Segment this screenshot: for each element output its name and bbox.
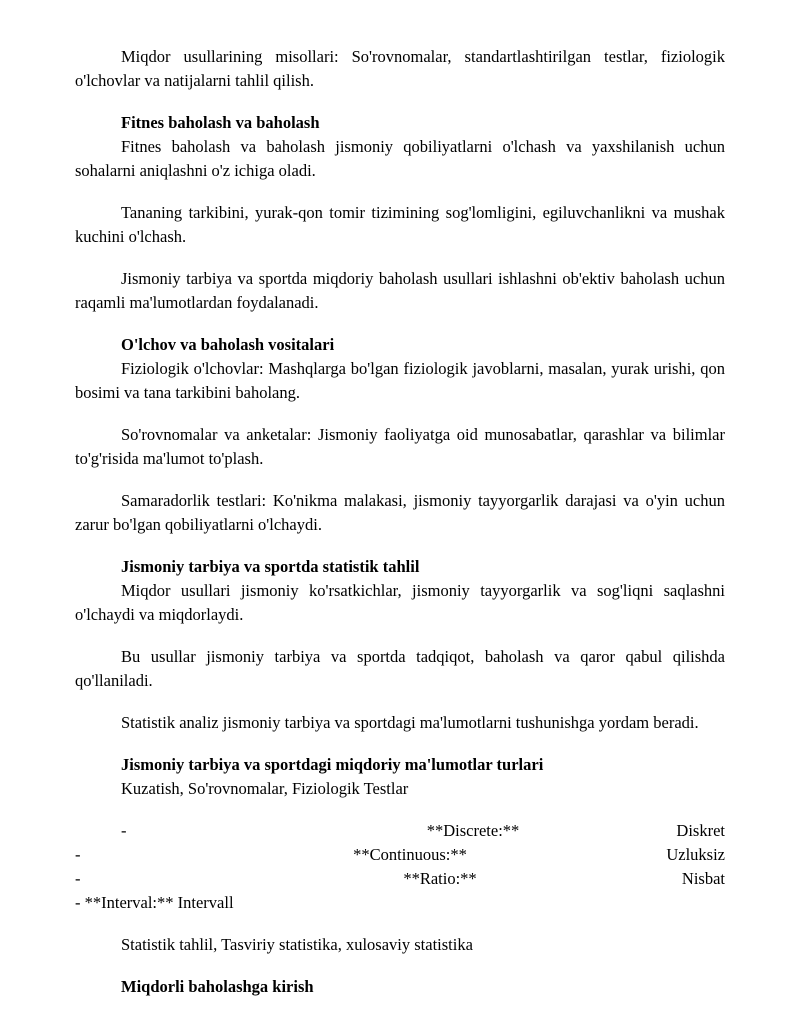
row-dash: - [121, 821, 127, 840]
heading-measurement-tools: O'lchov va baholash vositalari [121, 335, 335, 354]
paragraph-tools-3: Samaradorlik testlari: Ko'nikma malakasi, jismoniy tayyorgarlik darajasi va o'yin uchun zarur bo'lgan qobiliyatlarni o'lchaydi. [75, 491, 725, 534]
paragraph-stats-1: Miqdor usullari jismoniy ko'rsatkichlar, jismoniy tayyorgarlik va sog'liqni saqlashni o'lchaydi va miqdorlaydi. [75, 581, 725, 624]
data-type-row-continuous [75, 843, 725, 867]
row-term: **Ratio:** [403, 869, 477, 888]
paragraph-tools-1: Fiziologik o'lchovlar: Mashqlarga bo'lgan fiziologik javoblarni, masalan, yurak urishi, qon bosimi va tana tarkibini baholang. [75, 359, 725, 402]
paragraph-fitness-2: Tananing tarkibini, yurak-qon tomir tizimining sog'lomligini, egiluvchanlikni va mushak kuchini o'lchash. [75, 203, 725, 246]
row-translation: Uzluksiz [666, 845, 725, 864]
paragraph-statistics-kinds: Statistik tahlil, Tasviriy statistika, xulosaviy statistika [121, 935, 473, 954]
paragraph-stats-3: Statistik analiz jismoniy tarbiya va sportdagi ma'lumotlarni tushunishga yordam beradi. [121, 713, 699, 732]
paragraph-fitness-3: Jismoniy tarbiya va sportda miqdoriy baholash usullari ishlashni ob'ektiv baholash uchun raqamli ma'lumotlardan foydalanadi. [75, 269, 725, 312]
paragraph-data-sources: Kuzatish, So'rovnomalar, Fiziologik Testlar [121, 779, 409, 798]
row-translation: Nisbat [681, 869, 725, 888]
data-type-row-discrete [75, 819, 725, 843]
row-term: **Discrete:** [426, 821, 520, 840]
row-translation: Diskret [676, 821, 725, 840]
row-dash: - [75, 869, 81, 888]
paragraph-fitness-1: Fitnes baholash va baholash jismoniy qobiliyatlarni o'lchash va yaxshilanish uchun sohalarni aniqlashni o'z ichiga oladi. [75, 137, 725, 180]
heading-statistical-analysis: Jismoniy tarbiya va sportda statistik tahlil [121, 557, 420, 576]
heading-intro-quantitative: Miqdorli baholashga kirish [121, 977, 314, 996]
data-type-row-interval: - **Interval:** Intervall [75, 893, 234, 912]
paragraph-tools-2: So'rovnomalar va anketalar: Jismoniy faoliyatga oid munosabatlar, qarashlar va bilimlar to'g'risida ma'lumot to'plash. [75, 425, 725, 468]
heading-data-types: Jismoniy tarbiya va sportdagi miqdoriy ma'lumotlar turlari [121, 755, 544, 774]
data-type-row-ratio [75, 867, 725, 891]
row-term: **Continuous:** [353, 845, 467, 864]
paragraph-examples: Miqdor usullarining misollari: So'rovnomalar, standartlashtirilgan testlar, fiziologik o'lchovlar va natijalarni tahlil qilish. [75, 47, 725, 90]
row-dash: - [75, 845, 81, 864]
paragraph-stats-2: Bu usullar jismoniy tarbiya va sportda tadqiqot, baholash va qaror qabul qilishda qo'llaniladi. [75, 647, 725, 690]
heading-fitness-assessment: Fitnes baholash va baholash [121, 113, 320, 132]
